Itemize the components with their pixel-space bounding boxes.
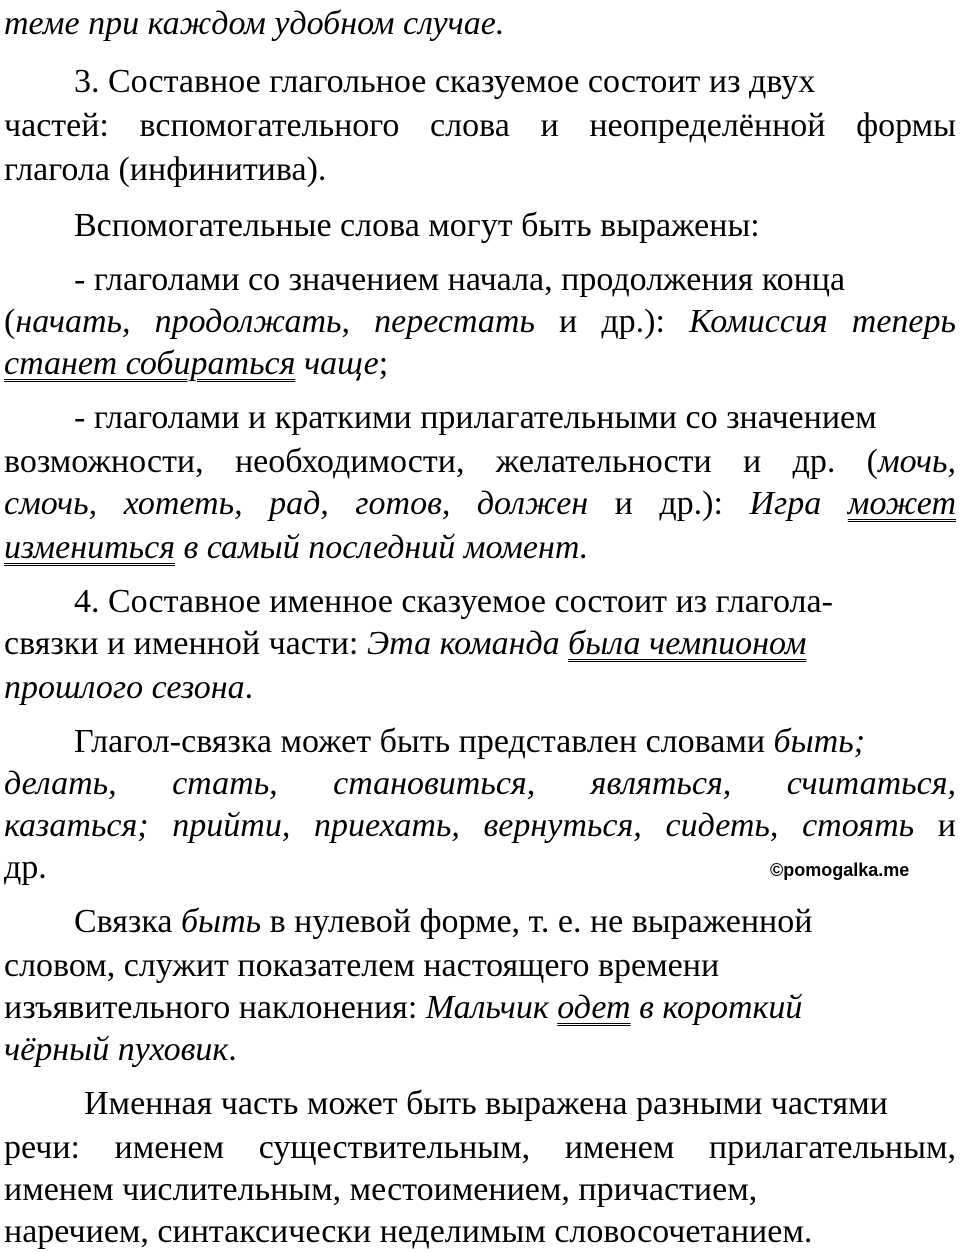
paragraph-line: - глаголами со значением начала, продолжения конца	[74, 261, 846, 298]
text-line: глагола (инфинитива).	[4, 151, 327, 188]
text-line: именем числительным, местоимением, причастием,	[4, 1171, 758, 1208]
text-line: смочь, хотеть, рад, готов, должен и др.): Игра может	[4, 485, 956, 522]
paragraph-line: 4. Составное именное сказуемое состоит из глагола-	[74, 583, 833, 620]
text-line: наречием, синтаксически неделимым словосочетанием.	[4, 1213, 813, 1250]
text-line: возможности, необходимости, желательности и др. (мочь,	[4, 443, 956, 480]
predicate-underline: одет	[557, 989, 631, 1026]
text-line: измениться в самый последний момент.	[4, 529, 589, 566]
text-line: чёрный пуховик.	[4, 1031, 237, 1068]
predicate-underline: может	[847, 485, 956, 522]
paragraph-line: Глагол-связка может быть представлен словами быть;	[74, 723, 866, 760]
text-line: (начать, продолжать, перестать и др.): Комиссия теперь	[4, 303, 956, 340]
text-line: изъявительного наклонения: Мальчик одет в короткий	[4, 989, 803, 1026]
text-line: речи: именем существительным, именем прилагательным,	[4, 1129, 956, 1166]
text-line: др.	[4, 849, 47, 886]
text-line: делать, стать, становиться, являться, считаться,	[4, 765, 956, 802]
text-line: связки и именной части: Эта команда была чемпионом	[4, 625, 807, 662]
predicate-underline: была чемпионом	[568, 625, 807, 662]
paragraph-line: - глаголами и краткими прилагательными со значением	[74, 399, 877, 436]
paragraph-line: 3. Составное глагольное сказуемое состоит из двух	[74, 63, 816, 100]
watermark: ©pomogalka.me	[770, 860, 910, 880]
text-line: прошлого сезона.	[4, 669, 254, 706]
text-line: частей: вспомогательного слова и неопределённой формы	[4, 107, 956, 144]
text-line: казаться; прийти, приехать, вернуться, сидеть, стоять и	[4, 807, 956, 844]
paragraph-line: Связка быть в нулевой форме, т. е. не выраженной	[74, 903, 813, 940]
text-line: словом, служит показателем настоящего времени	[4, 947, 720, 984]
paragraph-line: Вспомогательные слова могут быть выражены:	[74, 207, 760, 244]
predicate-underline: измениться	[4, 529, 175, 566]
paragraph-line: Именная часть может быть выражена разными частями	[84, 1085, 888, 1122]
text-line: теме при каждом удобном случае.	[4, 5, 505, 42]
predicate-underline: станет собираться	[4, 345, 296, 382]
text-line: станет собираться чаще;	[4, 345, 389, 382]
